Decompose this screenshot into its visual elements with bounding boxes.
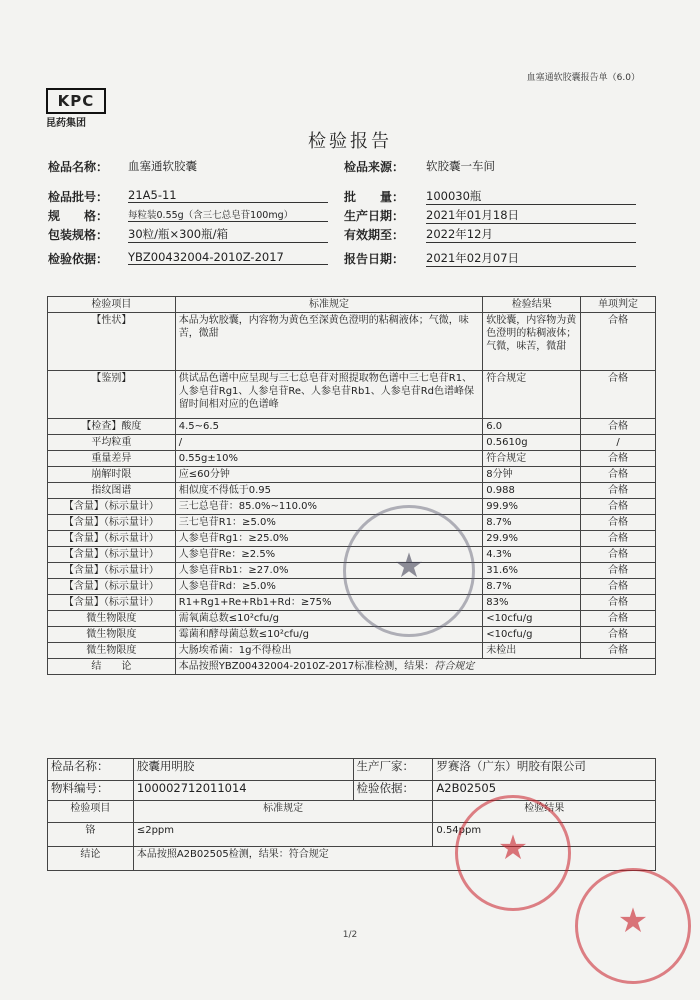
result-cell: 83%	[483, 595, 581, 611]
conclusion-text	[175, 659, 655, 675]
verdict-cell: 合格	[581, 419, 656, 435]
meta-label: 包装规格：	[48, 228, 109, 242]
conclusion-text: 本品按照A2B02505检测，结果：符合规定	[133, 847, 655, 871]
meta-value: 2022年12月	[426, 226, 636, 243]
verdict-cell: 合格	[581, 515, 656, 531]
standard-cell: 大肠埃希菌：1g不得检出	[175, 643, 483, 659]
item-cell: 【含量】（标示量计）	[48, 515, 176, 531]
conclusion-label: 结 论	[48, 659, 176, 675]
result-cell: 8分钟	[483, 467, 581, 483]
item-cell: 【含量】（标示量计）	[48, 595, 176, 611]
item-cell: 崩解时限	[48, 467, 176, 483]
material-label: 检品名称：	[48, 759, 134, 781]
table-row	[48, 435, 656, 451]
conclusion-row	[48, 659, 656, 675]
table-header: 检验项目	[48, 297, 176, 313]
item-cell: 【含量】（标示量计）	[48, 579, 176, 595]
result-cell: 0.54ppm	[433, 823, 656, 847]
conclusion-signature: 符合规定	[434, 661, 475, 672]
item-cell: 重量差异	[48, 451, 176, 467]
result-cell: 0.5610g	[483, 435, 581, 451]
meta-value: 每粒装0.55g（含三七总皂苷100mg）	[128, 207, 328, 222]
table-row	[48, 419, 656, 435]
table-row	[48, 643, 656, 659]
conclusion-standard: 本品按照YBZ00432004-2010Z-2017标准检测，结果：	[178, 661, 435, 672]
verdict-cell: 合格	[581, 483, 656, 499]
item-cell: 【含量】（标示量计）	[48, 547, 176, 563]
verdict-cell: 合格	[581, 467, 656, 483]
standard-cell: 0.55g±10%	[175, 451, 483, 467]
verdict-cell: /	[581, 435, 656, 451]
standard-cell: 人参皂苷Rg1：≥25.0%	[175, 531, 483, 547]
table-header: 检验结果	[433, 801, 656, 823]
table-header: 检验结果	[483, 297, 581, 313]
result-cell: <10cfu/g	[483, 611, 581, 627]
verdict-cell: 合格	[581, 499, 656, 515]
item-cell: 微生物限度	[48, 611, 176, 627]
verdict-cell: 合格	[581, 371, 656, 419]
company-logo: KPC	[46, 88, 106, 114]
doc-code: 血塞通软胶囊报告单（6.0）	[526, 73, 640, 83]
standard-cell: ≤2ppm	[133, 823, 433, 847]
standard-cell: 相似度不得低于0.95	[175, 483, 483, 499]
table-header: 检验项目	[48, 801, 134, 823]
item-cell: 平均粒重	[48, 435, 176, 451]
result-cell: 0.988	[483, 483, 581, 499]
material-label: 物料编号：	[48, 781, 134, 801]
table-row	[48, 371, 656, 419]
meta-value: 血塞通软胶囊	[128, 159, 197, 173]
meta-label: 批 量：	[344, 190, 405, 204]
table-header-row	[48, 801, 656, 823]
page-number: 1/2	[342, 930, 358, 940]
standard-cell: 三七皂苷R1：≥5.0%	[175, 515, 483, 531]
meta-value: 100030瓶	[426, 188, 636, 205]
table-row	[48, 483, 656, 499]
verdict-cell: 合格	[581, 531, 656, 547]
item-cell: 微生物限度	[48, 643, 176, 659]
table-header-row	[48, 297, 656, 313]
meta-value: 21A5-11	[128, 188, 328, 203]
item-cell: 【检查】酸度	[48, 419, 176, 435]
table-row	[48, 515, 656, 531]
star-icon: ★	[497, 828, 529, 868]
standard-cell: 应≤60分钟	[175, 467, 483, 483]
standard-cell: R1+Rg1+Re+Rb1+Rd：≥75%	[175, 595, 483, 611]
result-cell: 29.9%	[483, 531, 581, 547]
result-cell: 6.0	[483, 419, 581, 435]
result-cell: 软胶囊，内容物为黄色澄明的粘稠液体；气微，味苦，微甜	[483, 313, 581, 371]
standard-cell: 本品为软胶囊，内容物为黄色至深黄色澄明的粘稠液体；气微，味苦，微甜	[175, 313, 483, 371]
meta-value: YBZ00432004-2010Z-2017	[128, 250, 328, 265]
standard-cell: 霉菌和酵母菌总数≤10²cfu/g	[175, 627, 483, 643]
star-icon: ★	[393, 546, 425, 586]
result-cell: 未检出	[483, 643, 581, 659]
item-cell: 铬	[48, 823, 134, 847]
verdict-cell: 合格	[581, 595, 656, 611]
meta-label: 检品名称：	[48, 160, 109, 174]
material-value: 胶囊用明胶	[133, 759, 353, 781]
standard-cell: /	[175, 435, 483, 451]
meta-label: 规 格：	[48, 209, 109, 223]
result-cell: 31.6%	[483, 563, 581, 579]
table-header: 标准规定	[133, 801, 433, 823]
item-cell: 【含量】（标示量计）	[48, 531, 176, 547]
meta-value: 2021年01月18日	[426, 207, 636, 224]
verdict-cell: 合格	[581, 547, 656, 563]
material-info-row	[48, 781, 656, 801]
quality-dept-stamp	[575, 868, 691, 984]
meta-label: 有效期至：	[344, 228, 405, 242]
verdict-cell: 合格	[581, 313, 656, 371]
item-cell: 【鉴别】	[48, 371, 176, 419]
page-title: 检验报告	[308, 131, 392, 152]
inspection-table	[47, 296, 656, 675]
meta-label: 生产日期：	[344, 209, 405, 223]
verdict-cell: 合格	[581, 451, 656, 467]
table-row	[48, 313, 656, 371]
star-icon: ★	[617, 901, 649, 941]
conclusion-label: 结论	[48, 847, 134, 871]
company-stamp	[455, 795, 571, 911]
meta-label: 报告日期：	[344, 252, 405, 266]
result-cell: 符合规定	[483, 451, 581, 467]
meta-value: 2021年02月07日	[426, 250, 636, 267]
result-cell: 99.9%	[483, 499, 581, 515]
standard-cell: 需氧菌总数≤10²cfu/g	[175, 611, 483, 627]
table-row	[48, 467, 656, 483]
verdict-cell: 合格	[581, 563, 656, 579]
item-cell: 【含量】（标示量计）	[48, 563, 176, 579]
verdict-cell: 合格	[581, 627, 656, 643]
result-cell: 8.7%	[483, 515, 581, 531]
company-name: 昆药集团	[46, 118, 86, 129]
material-label: 生产厂家：	[353, 759, 433, 781]
meta-value: 软胶囊一车间	[426, 159, 495, 173]
verdict-cell: 合格	[581, 579, 656, 595]
table-row	[48, 499, 656, 515]
material-label: 检验依据：	[353, 781, 433, 801]
verdict-cell: 合格	[581, 611, 656, 627]
material-value: 100002712011014	[133, 781, 353, 801]
standard-cell: 人参皂苷Rb1：≥27.0%	[175, 563, 483, 579]
quality-stamp	[343, 505, 475, 637]
material-value: A2B02505	[433, 781, 656, 801]
item-cell: 微生物限度	[48, 627, 176, 643]
table-header: 单项判定	[581, 297, 656, 313]
meta-label: 检品批号：	[48, 190, 109, 204]
table-row	[48, 627, 656, 643]
result-cell: 4.3%	[483, 547, 581, 563]
standard-cell: 三七总皂苷：85.0%~110.0%	[175, 499, 483, 515]
meta-value: 30粒/瓶×300瓶/箱	[128, 226, 328, 243]
table-row	[48, 451, 656, 467]
item-cell: 【含量】（标示量计）	[48, 499, 176, 515]
standard-cell: 人参皂苷Re：≥2.5%	[175, 547, 483, 563]
material-info-row	[48, 759, 656, 781]
standard-cell: 供试品色谱中应呈现与三七总皂苷对照提取物色谱中三七皂苷R1、人参皂苷Rg1、人参皂苷Re、人参皂苷Rb1、人参皂苷Rd色谱峰保留时间相对应的色谱峰	[175, 371, 483, 419]
meta-label: 检品来源：	[344, 160, 405, 174]
material-value: 罗赛洛（广东）明胶有限公司	[433, 759, 656, 781]
standard-cell: 人参皂苷Rd：≥5.0%	[175, 579, 483, 595]
item-cell: 指纹图谱	[48, 483, 176, 499]
result-cell: <10cfu/g	[483, 627, 581, 643]
table-row	[48, 611, 656, 627]
meta-label: 检验依据：	[48, 252, 109, 266]
result-cell: 8.7%	[483, 579, 581, 595]
item-cell: 【性状】	[48, 313, 176, 371]
standard-cell: 4.5~6.5	[175, 419, 483, 435]
verdict-cell: 合格	[581, 643, 656, 659]
result-cell: 符合规定	[483, 371, 581, 419]
table-header: 标准规定	[175, 297, 483, 313]
